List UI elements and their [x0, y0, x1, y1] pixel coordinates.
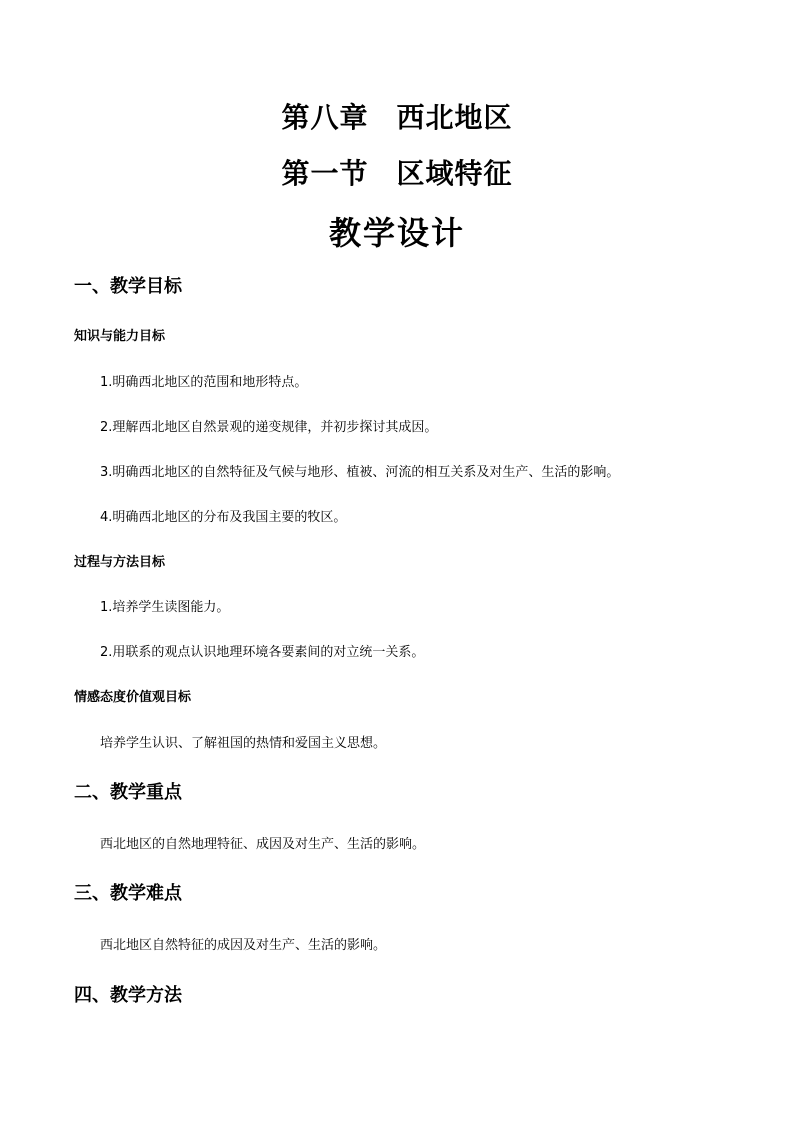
- objectives-heading: 一、教学目标: [74, 276, 182, 297]
- section-name: 区域特征: [396, 157, 513, 190]
- knowledge-objective-item: 2.理解西北地区自然景观的递变规律，并初步探讨其成因。: [100, 420, 438, 435]
- process-objectives-heading: 过程与方法目标: [74, 555, 166, 570]
- section-title: [0, 152, 794, 192]
- difficulties-text: 西北地区自然特征的成因及对生产、生活的影响。: [100, 938, 387, 953]
- key-points-text: 西北地区的自然地理特征、成因及对生产、生活的影响。: [100, 837, 426, 852]
- document-type-title: 教学设计: [328, 214, 465, 252]
- section-number: 第一节: [281, 157, 369, 190]
- knowledge-objective-item: 3.明确西北地区的自然特征及气候与地形、植被、河流的相互关系及对生产、生活的影响。: [100, 465, 620, 480]
- chapter-number: 第八章: [281, 101, 369, 134]
- key-points-heading: 二、教学重点: [74, 782, 182, 803]
- chapter-name: 西北地区: [396, 101, 513, 134]
- methods-heading: 四、教学方法: [74, 985, 182, 1006]
- emotion-objective-item: 培养学生认识、了解祖国的热情和爱国主义思想。: [100, 736, 387, 751]
- emotion-objectives-heading: 情感态度价值观目标: [74, 690, 192, 705]
- knowledge-objective-item: 4.明确西北地区的分布及我国主要的牧区。: [100, 510, 347, 525]
- chapter-title: [0, 96, 794, 136]
- process-objective-item: 2.用联系的观点认识地理环境各要素间的对立统一关系。: [100, 645, 425, 660]
- knowledge-objective-item: 1.明确西北地区的范围和地形特点。: [100, 375, 308, 390]
- process-objective-item: 1.培养学生读图能力。: [100, 600, 230, 615]
- knowledge-objectives-heading: 知识与能力目标: [74, 329, 166, 344]
- difficulties-heading: 三、教学难点: [74, 883, 182, 904]
